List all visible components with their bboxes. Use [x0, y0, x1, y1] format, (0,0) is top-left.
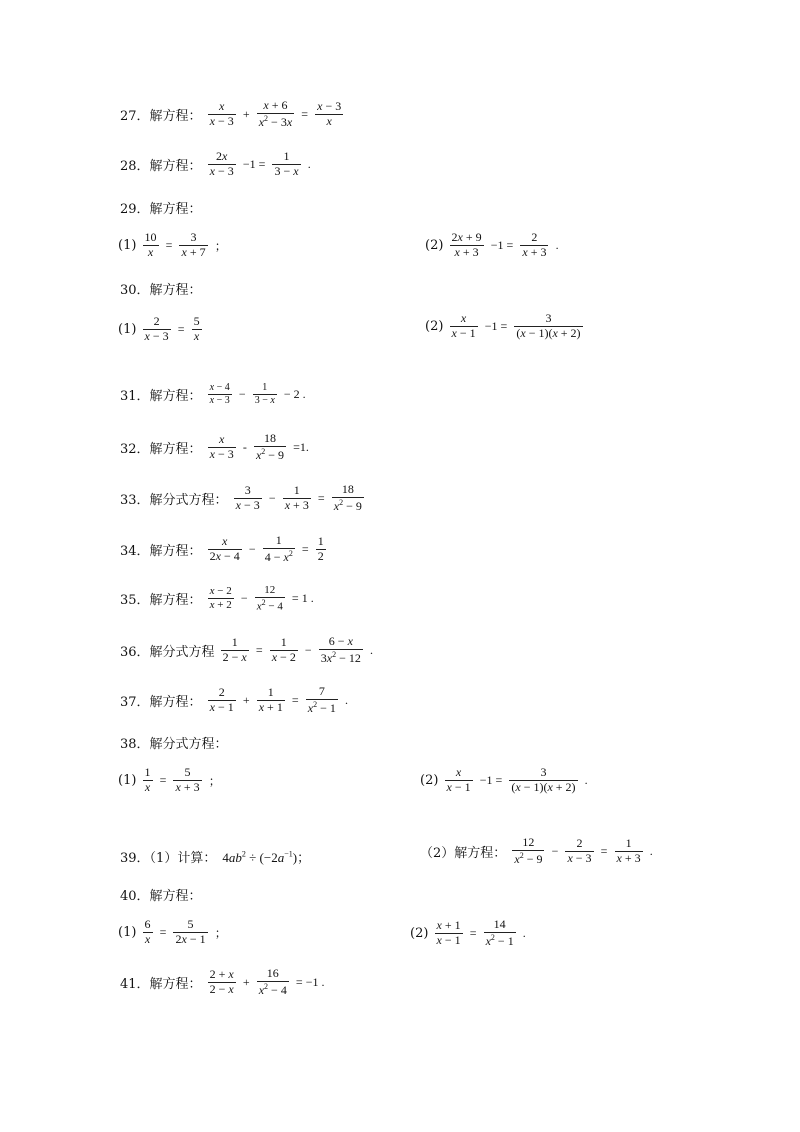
question-label: 28．解方程：	[120, 158, 202, 174]
question-40-part-1: (1) $\frac{6}{x}$ = $\frac{5}{2x - 1}$ ；	[118, 917, 227, 946]
fraction: $\frac{x + 6}{x^2 - 3x}$	[258, 98, 293, 129]
question-29: 29．解方程：	[120, 202, 202, 217]
question-27: 27．解方程： $\frac{x}{x - 3}$ + $\frac{x + 6}{x^2 - 3x}$ = $\frac{x - 3}{x}$	[120, 98, 342, 129]
fraction: $\frac{x}{x - 3}$	[209, 99, 234, 128]
question-label: 27．解方程：	[120, 108, 202, 124]
question-37: 37．解方程： $\frac{2}{x - 1}$ + $\frac{1}{x + 1}$ = $\frac{7}{x^2 - 1}$ .	[120, 684, 348, 715]
question-30: 30．解方程：	[120, 283, 202, 298]
question-33: 33．解分式方程： $\frac{3}{x - 3}$ − $\frac{1}{x + 3}$ = $\frac{18}{x^2 - 9}$	[120, 482, 362, 513]
question-38: 38．解分式方程：	[120, 737, 228, 752]
question-31: 31．解方程： $\frac{x - 4}{x - 3}$ − $\frac{1}{3 - x}$ − 2 .	[120, 382, 306, 406]
question-41: 41．解方程： $\frac{2 + x}{2 - x}$ + $\frac{16}{x^2 - 4}$ = −1 .	[120, 966, 325, 997]
question-34: 34．解方程： $\frac{x}{2x - 4}$ − $\frac{1}{4 - x^2}$ = $\frac{1}{2}$	[120, 533, 324, 564]
fraction: $\frac{x - 3}{x}$	[317, 99, 342, 128]
question-30-part-1: (1) $\frac{2}{x - 3}$ = $\frac{5}{x}$	[118, 314, 200, 343]
question-39-part-2: （2）解方程： $\frac{12}{x^2 - 9}$ − $\frac{2}{x - 3}$ = $\frac{1}{x + 3}$ .	[420, 835, 653, 866]
question-39-part-1: 39．（1）计算： $4ab^2 \div (-2a^{-1})$；	[120, 849, 311, 866]
question-40-part-2: (2) $\frac{x + 1}{x - 1}$ = $\frac{14}{x^2 - 1}$ .	[410, 917, 526, 948]
question-36: 36．解分式方程 $\frac{1}{2 - x}$ = $\frac{1}{x - 2}$ − $\frac{6 - x}{3x^2 - 12}$ .	[120, 634, 373, 665]
question-40: 40．解方程：	[120, 889, 202, 904]
question-30-part-2: (2) $\frac{x}{x - 1}$ −1 = $\frac{3}{(x - 1)(x + 2)}$	[425, 311, 581, 340]
question-38-part-1: (1) $\frac{1}{x}$ = $\frac{5}{x + 3}$ ；	[118, 765, 221, 794]
question-28: 28．解方程： $\frac{2x}{x - 3}$ −1 = $\frac{1}{3 - x}$ .	[120, 149, 311, 178]
question-35: 35．解方程： $\frac{x - 2}{x + 2}$ − $\frac{12}{x^2 - 4}$ = 1 .	[120, 584, 314, 613]
question-32: 32．解方程： $\frac{x}{x - 3}$ - $\frac{18}{x^2 - 9}$ =1.	[120, 431, 309, 462]
question-29-part-1: (1) $\frac{10}{x}$ = $\frac{3}{x + 7}$ ；	[118, 230, 227, 259]
question-38-part-2: (2) $\frac{x}{x - 1}$ −1 = $\frac{3}{(x - 1)(x + 2)}$ .	[420, 765, 588, 794]
question-29-part-2: (2) $\frac{2x + 9}{x + 3}$ −1 = $\frac{2}{x + 3}$ .	[425, 230, 559, 259]
